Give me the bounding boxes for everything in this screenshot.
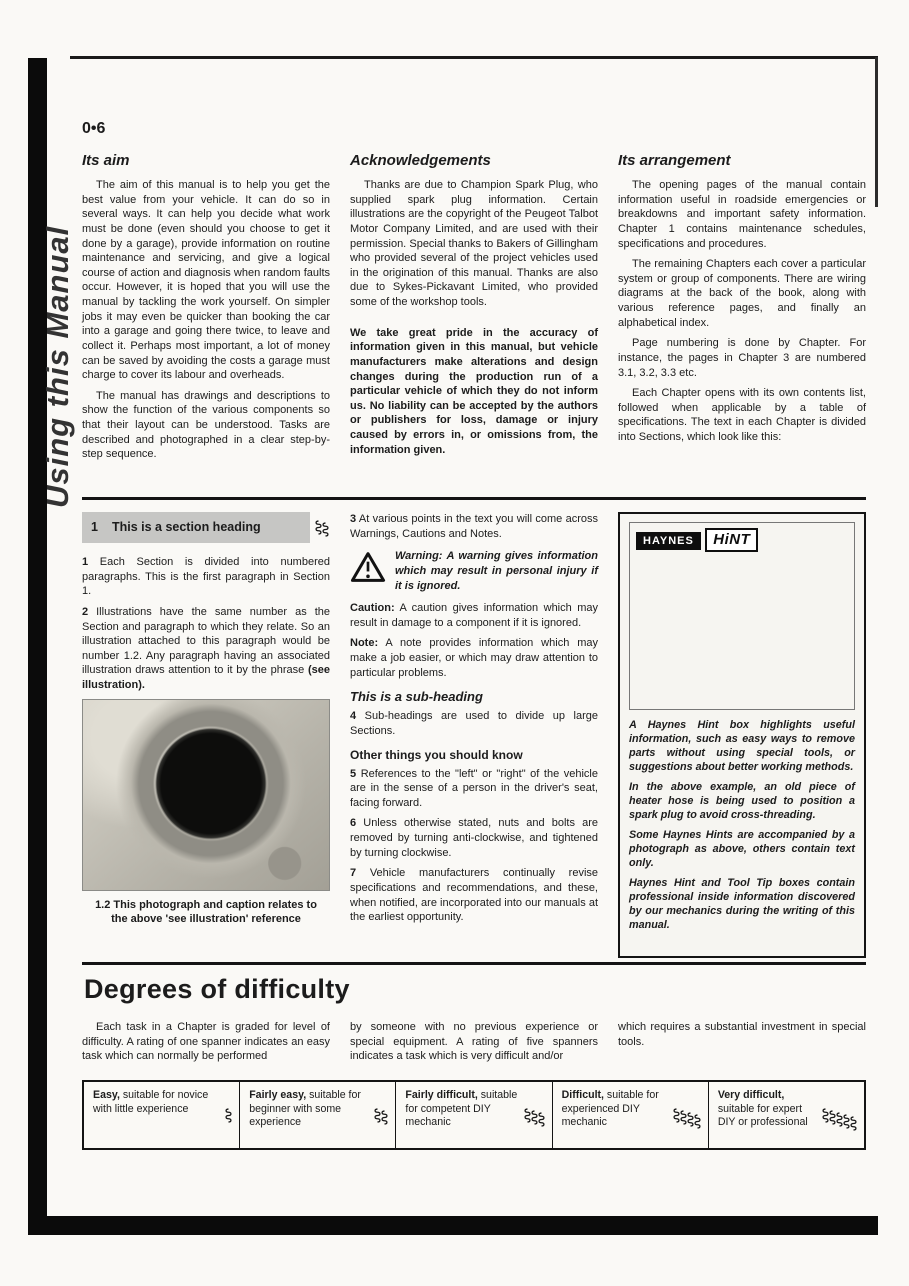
rating-label: Fairly easy, xyxy=(249,1089,307,1101)
rating-label: Very difficult, xyxy=(717,1089,785,1101)
difficulty-rating-very-difficult xyxy=(708,1082,864,1148)
spanner-icons xyxy=(316,520,330,535)
rating-description: suitable for expert DIY or professional xyxy=(717,1102,808,1129)
paragraph-number: 4 xyxy=(350,710,357,723)
intro-section xyxy=(82,152,866,468)
paragraph: The opening pages of the manual contain information useful in roadside emergencies or breakdowns and important safety information. Chapter 1 contains maintenance schedules, specifications and procedures. xyxy=(618,179,866,250)
liability-notice: We take great pride in the accuracy of information given in this manual, but vehicle manufacturers make alterations and design changes during the production run of a particular vehicle of which they do not inform us. No liability can be accepted by the authors or publishers for loss, damage or injury caused by errors in, or omissions from, the information given. xyxy=(350,326,598,456)
paragraph xyxy=(82,605,330,693)
rating-text xyxy=(718,1089,819,1142)
difficulty-intro xyxy=(82,1020,866,1070)
hint-logo-text: HiNT xyxy=(705,528,758,552)
paragraph: Page numbering is done by Chapter. For instance, the pages in Chapter 3 are numbered 3.1, 3.2, 3.3 etc. xyxy=(618,337,866,379)
paragraph-text: References to the "left" or "right" of the vehicle are in the sense of a person in the driver's seat, facing forward. xyxy=(350,767,598,809)
rating-text xyxy=(93,1089,222,1142)
heading-its-aim: Its aim xyxy=(82,152,130,169)
paragraph-text: Vehicle manufacturers continually revise specifications and recommendations, and these, when notified, are incorporated into our manuals at the earliest opportunity. xyxy=(350,867,599,924)
photo-caption: 1.2 This photograph and caption relates to the above 'see illustration' reference xyxy=(95,898,317,925)
heading-acknowledgements: Acknowledgements xyxy=(350,152,491,169)
warning-triangle-icon xyxy=(350,549,386,588)
paragraph-number: 6 xyxy=(350,817,357,830)
spanner-icons xyxy=(375,1108,389,1123)
paragraph-text: At various points in the text you will come across Warnings, Cautions and Notes. xyxy=(350,513,598,540)
section-heading-box xyxy=(82,512,310,543)
rating-text xyxy=(405,1089,520,1142)
paragraph xyxy=(350,767,598,811)
difficulty-rating-difficult xyxy=(552,1082,708,1148)
paragraph xyxy=(350,709,598,738)
column-its-arrangement xyxy=(618,152,866,468)
paragraph-number: 1 xyxy=(82,556,89,568)
caution-paragraph xyxy=(350,601,598,630)
paragraph-text: Each Section is divided into numbered paragraphs. This is the first paragraph in Section 1. xyxy=(82,556,330,598)
haynes-logo-text: HAYNES xyxy=(636,532,701,550)
paragraph: The manual has drawings and descriptions to show the function of the various components so that their layout can be understood. Tasks are described and photographed in a clear step-by-step sequence. xyxy=(82,389,330,461)
heading-its-arrangement: Its arrangement xyxy=(618,152,731,169)
paragraph-number: 5 xyxy=(350,767,357,780)
rating-description: suitable for experienced DIY mechanic xyxy=(561,1089,659,1129)
haynes-hint-box xyxy=(618,512,866,958)
sub-heading: This is a sub-heading xyxy=(350,689,483,705)
section-number: 1 xyxy=(91,520,98,534)
rating-text xyxy=(562,1089,670,1142)
illustration-photo xyxy=(82,699,330,891)
paragraph: The aim of this manual is to help you get the best value from your vehicle. It can do so in several ways. It can help you decide what work must be done (even should you choose to get it done by a garage), provide information on routine maintenance and servicing, and give a logical course of action and diagnosis when random faults occur. However, it is hoped that you will use the manual by tackling the work yourself. On simpler jobs it may even be quicker than booking the car into a garage and going there twice, to leave and collect it. Perhaps most important, a lot of money can be saved by avoiding the costs a garage must charge to cover its labour and overheads. xyxy=(82,179,330,382)
horizontal-rule xyxy=(82,962,866,965)
section-title: This is a section heading xyxy=(111,520,261,534)
paragraph-number: 2 xyxy=(82,605,89,618)
paragraph: Each task in a Chapter is graded for level of difficulty. A rating of one spanner indicates an easy task which can normally be performed xyxy=(82,1021,330,1063)
sidebar-title: Using this Manual xyxy=(40,225,75,508)
rating-description: suitable for novice with little experience xyxy=(93,1089,209,1115)
page-number: 0•6 xyxy=(82,120,106,137)
hint-paragraph: A Haynes Hint box highlights useful information, such as easy ways to remove parts without using special tools, or suggestions about better working methods. xyxy=(629,719,855,774)
column-its-aim xyxy=(82,152,330,468)
column-section-demo-left xyxy=(82,512,330,960)
paragraph xyxy=(82,555,330,599)
hint-photo xyxy=(629,522,855,710)
paragraph: by someone with no previous experience or special equipment. A rating of five spanners indicates a task which is very difficult and/or xyxy=(350,1021,598,1063)
rating-label: Difficult, xyxy=(561,1089,604,1101)
hint-paragraph: Some Haynes Hints are accompanied by a photograph as above, others contain text only. xyxy=(629,829,855,870)
paragraph-text: Sub-headings are used to divide up large Sections. xyxy=(350,710,598,737)
paragraph: The remaining Chapters each cover a particular system or group of components. There are wiring diagrams at the back of the book, along with various reference pages, and finally an alphabetical index. xyxy=(618,258,866,329)
scan-border-top xyxy=(70,56,878,59)
hint-paragraph: Haynes Hint and Tool Tip boxes contain professional inside information discovered by our mechanics during the writing of this manual. xyxy=(629,877,855,932)
difficulty-rating-easy xyxy=(84,1082,239,1148)
section-demo xyxy=(82,512,866,960)
section-heading-row xyxy=(82,512,330,543)
paragraph-text: Unless otherwise stated, nuts and bolts are removed by turning anti-clockwise, and tightened by turning clockwise. xyxy=(350,817,598,859)
haynes-hint-logo xyxy=(636,529,758,552)
paragraph-text: Illustrations have the same number as the Section and paragraph to which they relate. So an illustration attached to this paragraph would be number 1.2. Any paragraph having an associated illustration draws attention to it by the phrase xyxy=(82,605,330,677)
rating-label: Easy, xyxy=(93,1089,120,1101)
paragraph: Each Chapter opens with its own contents list, followed when applicable by a table of specifications. The text in each Chapter is divided into Sections, which look like this: xyxy=(618,387,866,443)
note-paragraph xyxy=(350,636,598,680)
caution-label: Caution: xyxy=(350,602,395,615)
spanner-icons xyxy=(674,1108,702,1123)
hint-paragraph: In the above example, an old piece of heater hose is being used to position a spark plug to avoid cross-threading. xyxy=(629,781,855,822)
warning-box xyxy=(350,549,598,593)
column-section-demo-right xyxy=(618,512,866,960)
paragraph-number: 3 xyxy=(350,513,357,525)
other-things-heading: Other things you should know xyxy=(350,747,523,762)
column-section-demo-middle xyxy=(350,512,598,960)
difficulty-rating-fairly-difficult xyxy=(395,1082,551,1148)
spanner-icons xyxy=(823,1108,858,1123)
paragraph xyxy=(350,866,598,925)
caution-text: A caution gives information which may result in damage to a component if it is ignored. xyxy=(350,602,598,629)
degrees-of-difficulty-heading: Degrees of difficulty xyxy=(84,974,350,1004)
paragraph-number: 7 xyxy=(350,867,357,880)
note-label: Note: xyxy=(350,637,379,650)
paragraph xyxy=(350,816,598,860)
spanner-icons xyxy=(226,1108,233,1123)
rating-description: suitable for competent DIY mechanic xyxy=(405,1089,518,1129)
horizontal-rule xyxy=(82,497,866,500)
rating-description: suitable for beginner with some experience xyxy=(249,1089,361,1129)
rating-label: Fairly difficult, xyxy=(405,1089,478,1101)
warning-text: Warning: A warning gives information which may result in personal injury if it is ignored. xyxy=(395,550,598,592)
column-acknowledgements xyxy=(350,152,598,468)
paragraph xyxy=(350,512,598,541)
paragraph-bold-text: (see illustration). xyxy=(82,664,330,691)
scan-border-right xyxy=(875,57,878,207)
spanner-icons xyxy=(525,1108,546,1123)
difficulty-ratings-bar xyxy=(82,1080,866,1150)
paragraph: which requires a substantial investment in special tools. xyxy=(618,1021,866,1048)
scan-border-bottom xyxy=(28,1216,878,1235)
note-text: A note provides information which may make a job easier, or which may draw attention to particular problems. xyxy=(350,637,598,679)
difficulty-rating-fairly-easy xyxy=(239,1082,395,1148)
paragraph: Thanks are due to Champion Spark Plug, who supplied spark plug information. Certain illustrations are the copyright of the Peugeot Talbot Motor Company Limited, and are used with their permission. Special thanks to Bakers of Gillingham who provided several of the project vehicles used in the origination of this manual. Thanks are also due to Sykes-Pickavant Limited, who provided some of the workshop tools. xyxy=(350,179,598,308)
rating-text xyxy=(249,1089,371,1142)
